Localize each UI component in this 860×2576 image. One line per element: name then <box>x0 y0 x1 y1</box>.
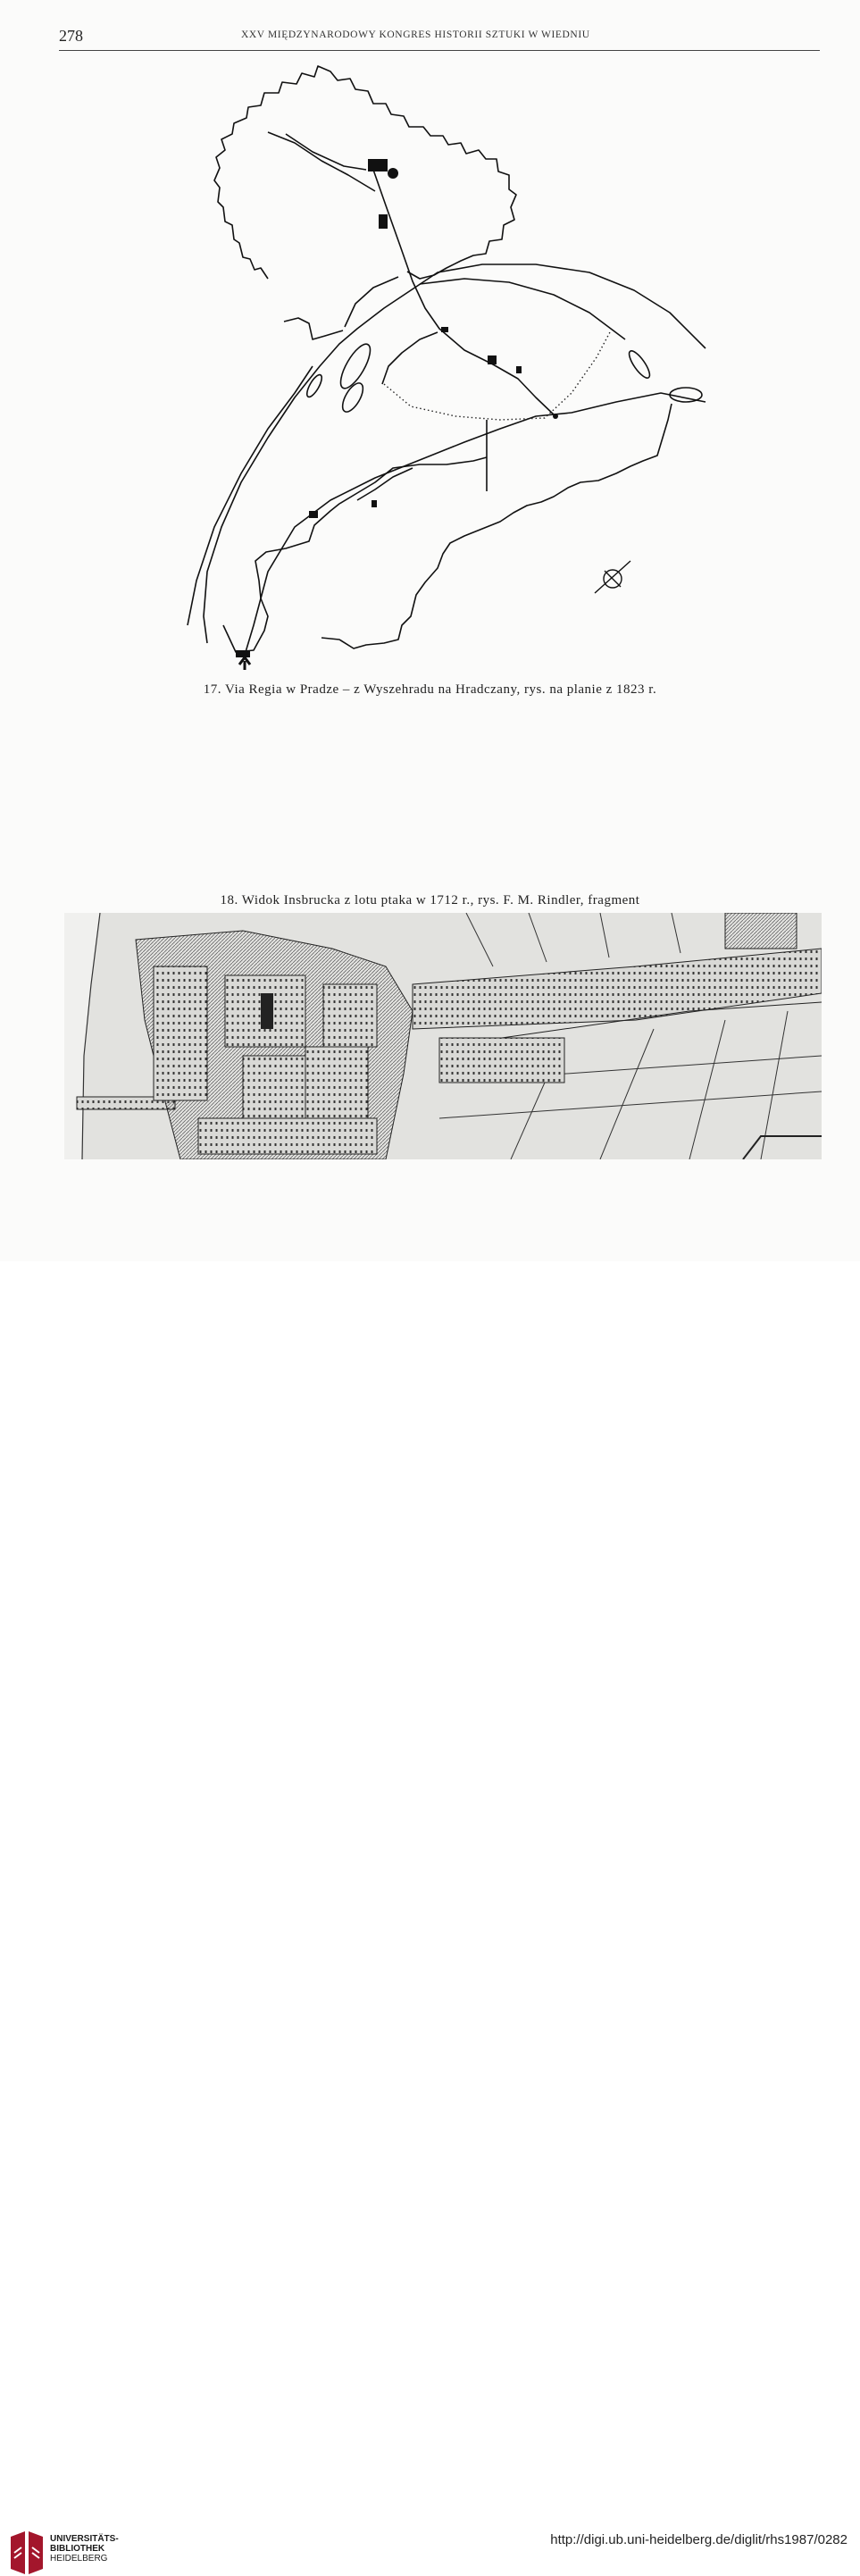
university-library-logo-icon <box>9 2530 45 2576</box>
header-rule <box>59 50 820 51</box>
figure-17-caption: 17. Via Regia w Pradze – z Wyszehradu na Hradczany, rys. na planie z 1823 r. <box>203 682 657 697</box>
footer <box>0 1261 860 2563</box>
document-page <box>0 0 860 1261</box>
figure-18-engraving <box>64 913 822 1159</box>
library-name: UNIVERSITÄTS- BIBLIOTHEK HEIDELBERG <box>50 2534 119 2563</box>
source-url-link[interactable]: http://digi.ub.uni-heidelberg.de/diglit/rhs1987/0282 <box>550 2532 847 2547</box>
running-title: XXV MIĘDZYNARODOWY KONGRES HISTORII SZTUKI W WIEDNIU <box>241 29 590 40</box>
figure-17-map <box>170 54 714 670</box>
figure-18-caption: 18. Widok Insbrucka z lotu ptaka w 1712 r., rys. F. M. Rindler, fragment <box>220 893 640 907</box>
page-number: 278 <box>59 27 83 45</box>
